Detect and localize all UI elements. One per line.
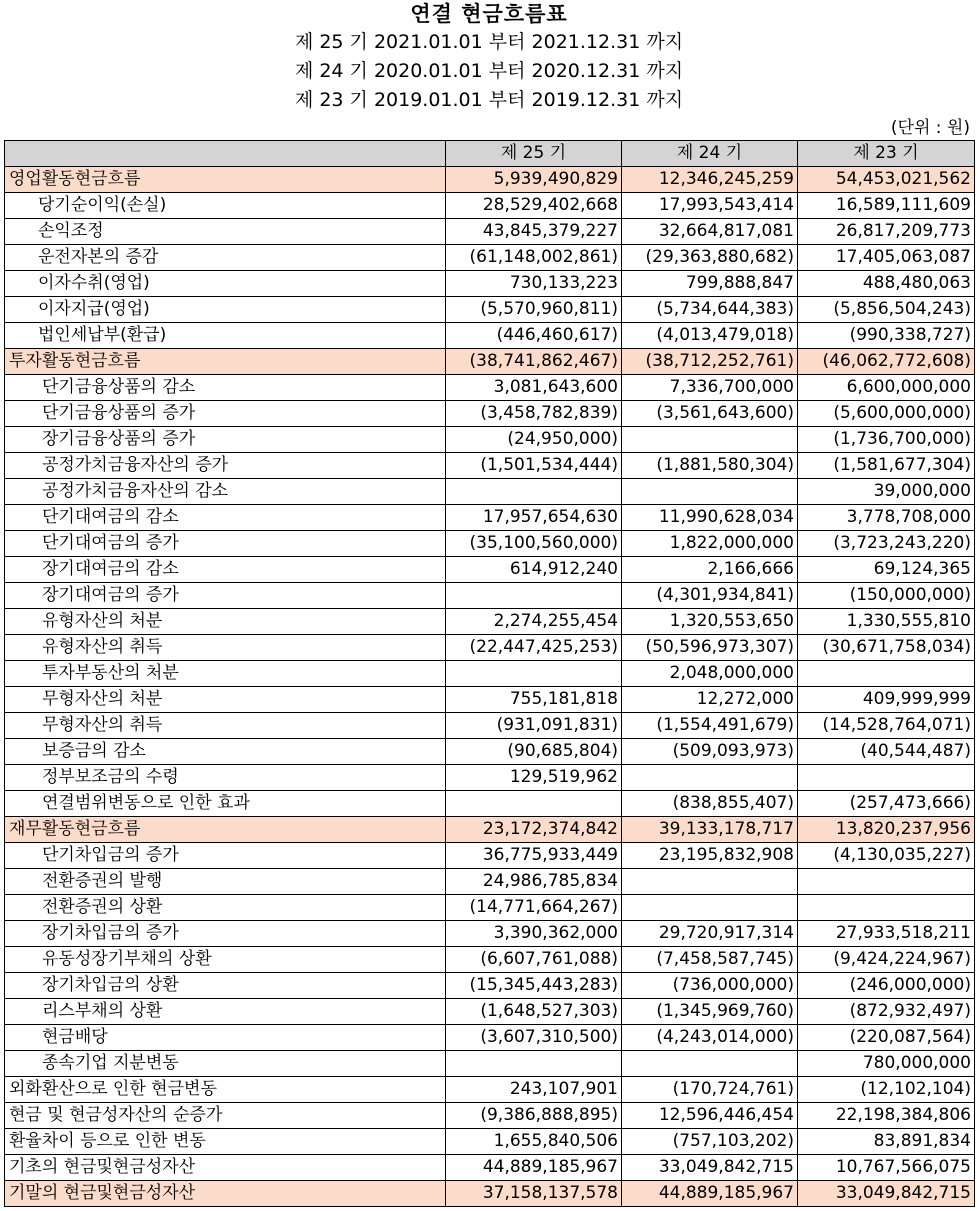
value-period-25: (15,345,443,283) [446,973,622,999]
row-label: 유형자산의 처분 [5,609,446,635]
row-label: 당기순이익(손실) [5,193,446,219]
value-period-23: (4,130,035,227) [798,843,975,869]
table-row [5,869,975,895]
row-label: 이자수취(영업) [5,271,446,297]
value-period-25: 28,529,402,668 [446,193,622,219]
row-label: 투자부동산의 처분 [5,661,446,687]
value-period-24: 1,822,000,000 [622,531,798,557]
value-period-23: 780,000,000 [798,1051,975,1077]
row-label: 단기차입금의 증가 [5,843,446,869]
value-period-23: (30,671,758,034) [798,635,975,661]
statement-title: 연결 현금흐름표 [410,2,568,26]
value-period-23: 3,778,708,000 [798,505,975,531]
value-period-25: 44,889,185,967 [446,1155,622,1181]
value-period-24: 11,990,628,034 [622,505,798,531]
value-period-24: (736,000,000) [622,973,798,999]
value-period-25: 43,845,379,227 [446,219,622,245]
value-period-23: 1,330,555,810 [798,609,975,635]
value-period-24: (1,345,969,760) [622,999,798,1025]
table-row [5,1077,975,1103]
value-period-23: 16,589,111,609 [798,193,975,219]
value-period-25: 730,133,223 [446,271,622,297]
row-label: 영업활동현금흐름 [5,167,446,193]
row-label: 운전자본의 증감 [5,245,446,271]
value-period-23: 488,480,063 [798,271,975,297]
table-row [5,1103,975,1129]
value-period-25: 5,939,490,829 [446,167,622,193]
value-period-25: (38,741,862,467) [446,349,622,375]
row-label: 외화환산으로 인한 현금변동 [5,1077,446,1103]
value-period-24 [622,479,798,505]
value-period-23: (5,856,504,243) [798,297,975,323]
period-line-25: 제 25 기 2021.01.01 부터 2021.12.31 까지 [294,31,684,53]
value-period-25: 243,107,901 [446,1077,622,1103]
value-period-23: 22,198,384,806 [798,1103,975,1129]
row-label: 장기차입금의 상환 [5,973,446,999]
value-period-23: 10,767,566,075 [798,1155,975,1181]
value-period-23: (40,544,487) [798,739,975,765]
table-row [5,427,975,453]
value-period-25: (1,501,534,444) [446,453,622,479]
table-row [5,193,975,219]
section-total-row [5,1181,975,1207]
row-label: 공정가치금융자산의 감소 [5,479,446,505]
value-period-23: (46,062,772,608) [798,349,975,375]
value-period-25: (14,771,664,267) [446,895,622,921]
value-period-25 [446,661,622,687]
table-row [5,245,975,271]
value-period-25: (446,460,617) [446,323,622,349]
row-label: 장기차입금의 증가 [5,921,446,947]
value-period-24: (4,243,014,000) [622,1025,798,1051]
header-cell-period-24: 제 24 기 [622,141,798,167]
value-period-24: (5,734,644,383) [622,297,798,323]
value-period-25: (24,950,000) [446,427,622,453]
value-period-25: 36,775,933,449 [446,843,622,869]
value-period-25: (3,607,310,500) [446,1025,622,1051]
row-label: 장기금융상품의 증가 [5,427,446,453]
value-period-23: 409,999,999 [798,687,975,713]
table-row [5,921,975,947]
value-period-25: 755,181,818 [446,687,622,713]
value-period-25 [446,583,622,609]
value-period-23: (5,600,000,000) [798,401,975,427]
value-period-24 [622,427,798,453]
row-label: 단기대여금의 증가 [5,531,446,557]
value-period-23: 26,817,209,773 [798,219,975,245]
value-period-24: (3,561,643,600) [622,401,798,427]
section-total-row [5,817,975,843]
value-period-25: (931,091,831) [446,713,622,739]
table-row [5,973,975,999]
row-label: 장기대여금의 증가 [5,583,446,609]
table-row [5,947,975,973]
row-label: 손익조정 [5,219,446,245]
row-label: 현금 및 현금성자산의 순증가 [5,1103,446,1129]
table-row [5,401,975,427]
value-period-25: 2,274,255,454 [446,609,622,635]
value-period-24: (50,596,973,307) [622,635,798,661]
section-total-row [5,167,975,193]
value-period-24: 32,664,817,081 [622,219,798,245]
period-line-24: 제 24 기 2020.01.01 부터 2020.12.31 까지 [294,60,684,82]
value-period-25: (5,570,960,811) [446,297,622,323]
value-period-24: (1,881,580,304) [622,453,798,479]
value-period-23: 54,453,021,562 [798,167,975,193]
table-row [5,323,975,349]
unit-label: (단위 : 원) [890,118,970,138]
row-label: 단기대여금의 감소 [5,505,446,531]
value-period-25 [446,479,622,505]
value-period-25: 3,081,643,600 [446,375,622,401]
section-total-row [5,349,975,375]
value-period-24: (838,855,407) [622,791,798,817]
table-row [5,713,975,739]
value-period-25: (3,458,782,839) [446,401,622,427]
value-period-23: 13,820,237,956 [798,817,975,843]
value-period-24: (4,301,934,841) [622,583,798,609]
table-row [5,635,975,661]
value-period-23: (990,338,727) [798,323,975,349]
value-period-23: (1,736,700,000) [798,427,975,453]
value-period-24: (170,724,761) [622,1077,798,1103]
value-period-23: 17,405,063,087 [798,245,975,271]
value-period-25: 24,986,785,834 [446,869,622,895]
value-period-24: (7,458,587,745) [622,947,798,973]
table-row [5,739,975,765]
value-period-25: 23,172,374,842 [446,817,622,843]
statement-header [0,0,978,115]
value-period-24: 12,346,245,259 [622,167,798,193]
table-row [5,557,975,583]
row-label: 전환증권의 상환 [5,895,446,921]
row-label: 현금배당 [5,1025,446,1051]
table-row [5,583,975,609]
table-row [5,531,975,557]
table-header-row [5,141,975,167]
value-period-24: (509,093,973) [622,739,798,765]
value-period-25: 129,519,962 [446,765,622,791]
table-row [5,661,975,687]
value-period-24: (1,554,491,679) [622,713,798,739]
row-label: 이자지급(영업) [5,297,446,323]
value-period-24 [622,869,798,895]
value-period-25 [446,791,622,817]
table-row [5,999,975,1025]
value-period-23: 27,933,518,211 [798,921,975,947]
table-row [5,375,975,401]
value-period-23 [798,765,975,791]
value-period-23 [798,661,975,687]
value-period-24 [622,1051,798,1077]
header-cell-label [5,141,446,167]
table-row [5,895,975,921]
value-period-24 [622,765,798,791]
value-period-25: 37,158,137,578 [446,1181,622,1207]
value-period-24: 799,888,847 [622,271,798,297]
table-row [5,297,975,323]
value-period-24: (29,363,880,682) [622,245,798,271]
table-row [5,765,975,791]
value-period-23: (9,424,224,967) [798,947,975,973]
row-label: 장기대여금의 감소 [5,557,446,583]
value-period-25: 17,957,654,630 [446,505,622,531]
value-period-23: (872,932,497) [798,999,975,1025]
cash-flow-table-body [5,141,975,1207]
value-period-23: 33,049,842,715 [798,1181,975,1207]
table-row [5,843,975,869]
value-period-25: (22,447,425,253) [446,635,622,661]
value-period-24: 7,336,700,000 [622,375,798,401]
value-period-24: 2,166,666 [622,557,798,583]
value-period-24: 12,596,446,454 [622,1103,798,1129]
value-period-23 [798,895,975,921]
value-period-23: (1,581,677,304) [798,453,975,479]
value-period-24: (4,013,479,018) [622,323,798,349]
value-period-25: 3,390,362,000 [446,921,622,947]
table-row [5,219,975,245]
value-period-24: 2,048,000,000 [622,661,798,687]
table-row [5,1129,975,1155]
row-label: 유동성장기부채의 상환 [5,947,446,973]
value-period-23: (257,473,666) [798,791,975,817]
row-label: 기초의 현금및현금성자산 [5,1155,446,1181]
row-label: 법인세납부(환급) [5,323,446,349]
cash-flow-table [4,140,975,1207]
value-period-25: (1,648,527,303) [446,999,622,1025]
table-row [5,791,975,817]
value-period-24: 29,720,917,314 [622,921,798,947]
row-label: 보증금의 감소 [5,739,446,765]
value-period-23: (246,000,000) [798,973,975,999]
value-period-24: (757,103,202) [622,1129,798,1155]
value-period-24: 12,272,000 [622,687,798,713]
value-period-25: (6,607,761,088) [446,947,622,973]
value-period-23: 69,124,365 [798,557,975,583]
value-period-24: 17,993,543,414 [622,193,798,219]
row-label: 연결범위변동으로 인한 효과 [5,791,446,817]
value-period-24: 33,049,842,715 [622,1155,798,1181]
row-label: 무형자산의 처분 [5,687,446,713]
row-label: 무형자산의 취득 [5,713,446,739]
value-period-23: 39,000,000 [798,479,975,505]
header-cell-period-23: 제 23 기 [798,141,975,167]
value-period-25: (9,386,888,895) [446,1103,622,1129]
value-period-23 [798,869,975,895]
period-line-23: 제 23 기 2019.01.01 부터 2019.12.31 까지 [294,89,684,111]
value-period-24 [622,895,798,921]
table-row [5,1025,975,1051]
row-label: 기말의 현금및현금성자산 [5,1181,446,1207]
value-period-25: (61,148,002,861) [446,245,622,271]
value-period-23: 6,600,000,000 [798,375,975,401]
value-period-23: (14,528,764,071) [798,713,975,739]
value-period-23: (150,000,000) [798,583,975,609]
value-period-24: 39,133,178,717 [622,817,798,843]
value-period-25: (35,100,560,000) [446,531,622,557]
row-label: 환율차이 등으로 인한 변동 [5,1129,446,1155]
row-label: 재무활동현금흐름 [5,817,446,843]
value-period-25: 614,912,240 [446,557,622,583]
row-label: 유형자산의 취득 [5,635,446,661]
value-period-23: (220,087,564) [798,1025,975,1051]
table-row [5,1155,975,1181]
value-period-23: 83,891,834 [798,1129,975,1155]
table-row [5,1051,975,1077]
table-row [5,687,975,713]
value-period-23: (3,723,243,220) [798,531,975,557]
table-row [5,609,975,635]
value-period-24: 1,320,553,650 [622,609,798,635]
value-period-24: 23,195,832,908 [622,843,798,869]
row-label: 종속기업 지분변동 [5,1051,446,1077]
value-period-24: (38,712,252,761) [622,349,798,375]
value-period-25 [446,1051,622,1077]
row-label: 투자활동현금흐름 [5,349,446,375]
value-period-25: 1,655,840,506 [446,1129,622,1155]
row-label: 공정가치금융자산의 증가 [5,453,446,479]
value-period-24: 44,889,185,967 [622,1181,798,1207]
table-row [5,479,975,505]
value-period-25: (90,685,804) [446,739,622,765]
value-period-23: (12,102,104) [798,1077,975,1103]
row-label: 전환증권의 발행 [5,869,446,895]
row-label: 단기금융상품의 감소 [5,375,446,401]
row-label: 정부보조금의 수령 [5,765,446,791]
table-row [5,271,975,297]
header-cell-period-25: 제 25 기 [446,141,622,167]
row-label: 리스부채의 상환 [5,999,446,1025]
table-row [5,505,975,531]
table-row [5,453,975,479]
row-label: 단기금융상품의 증가 [5,401,446,427]
